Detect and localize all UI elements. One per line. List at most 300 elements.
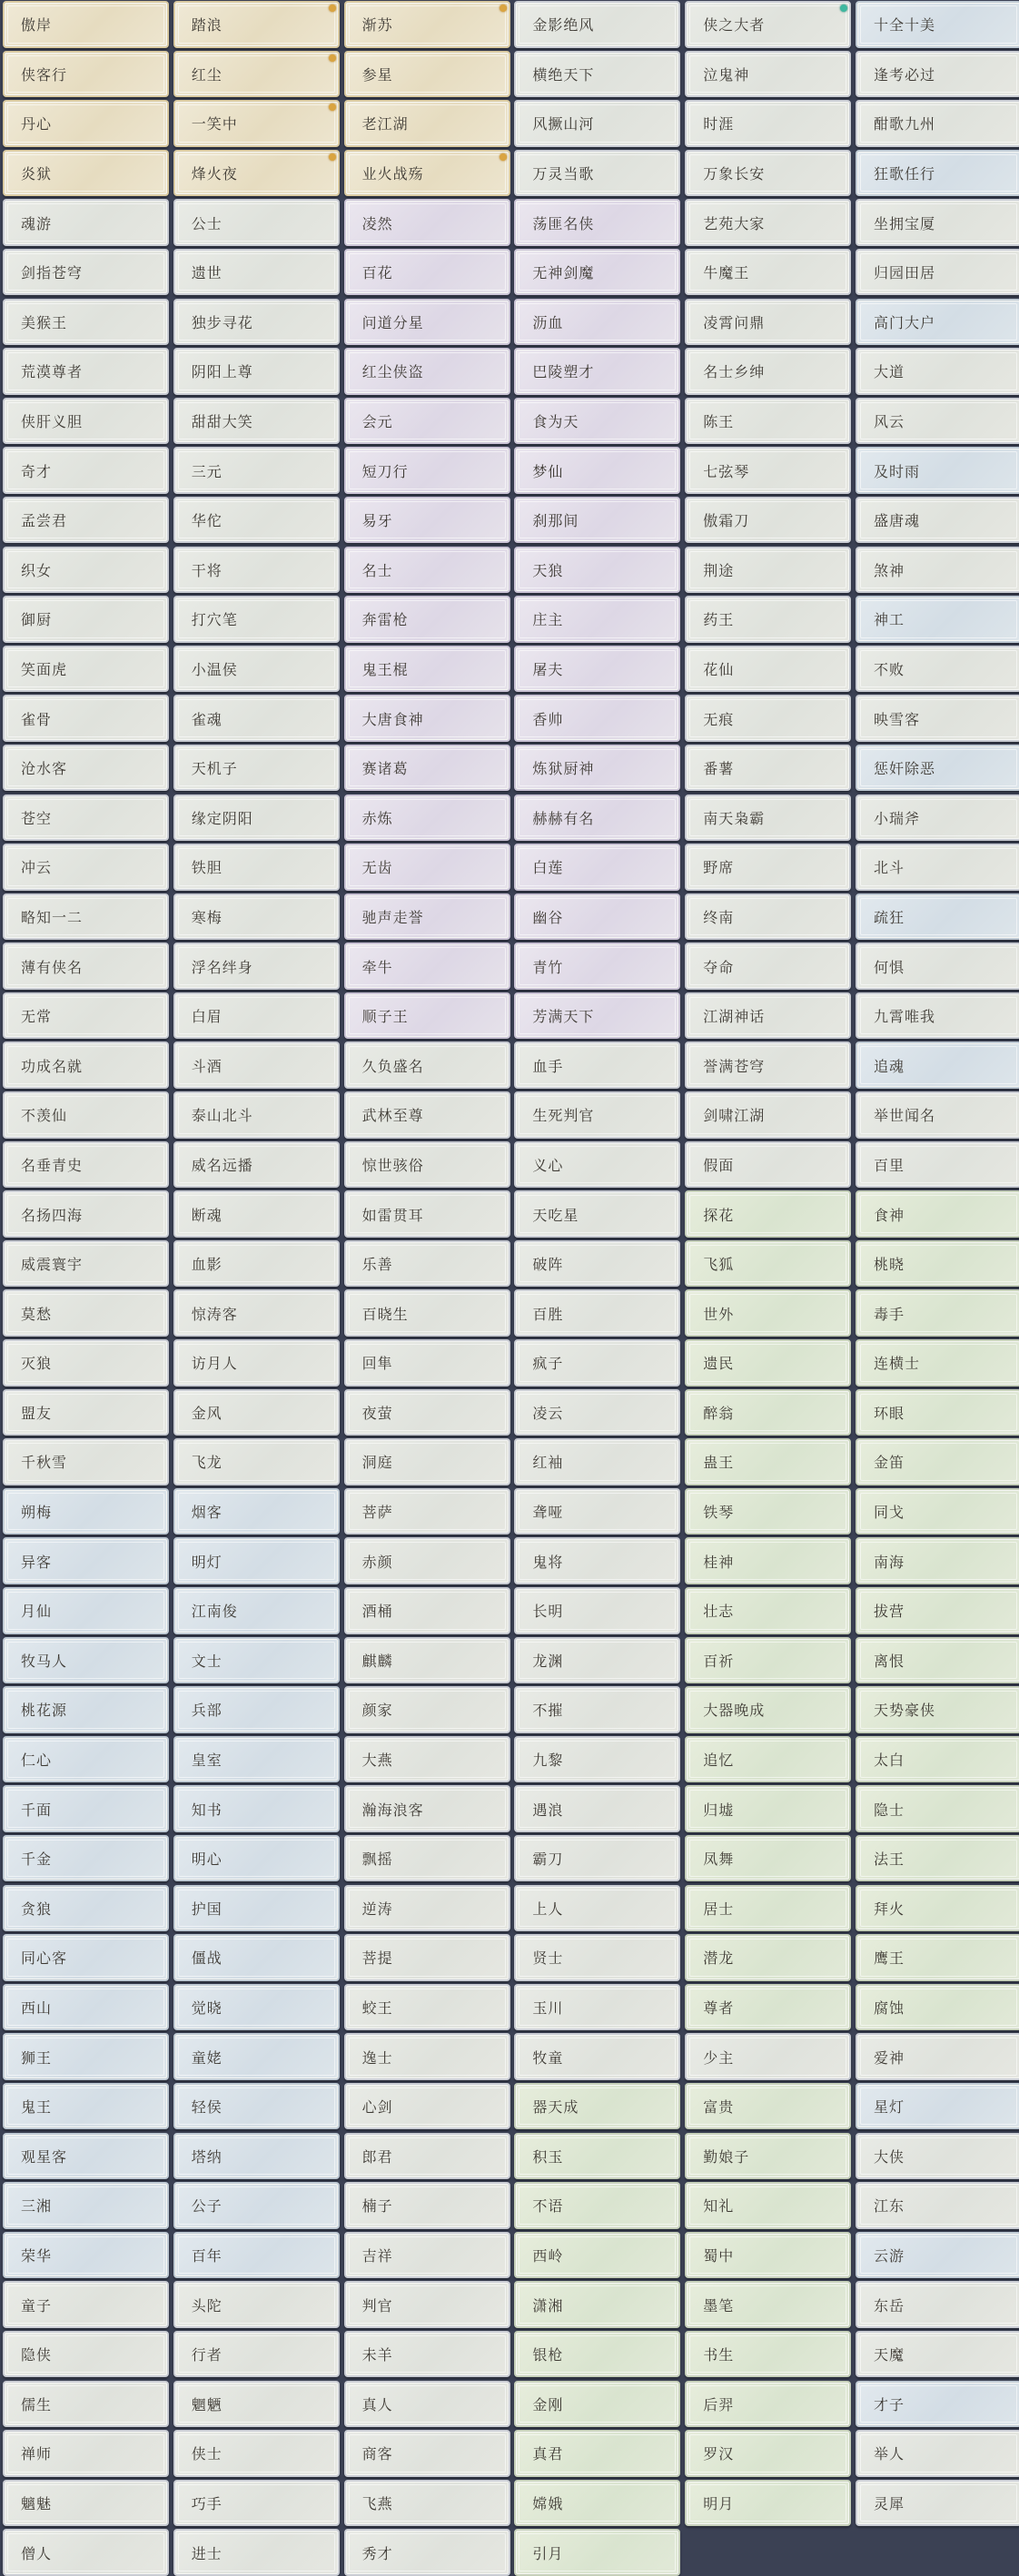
title-tile[interactable] <box>514 398 680 445</box>
title-tile[interactable] <box>3 1736 169 1783</box>
title-tile[interactable] <box>173 844 340 891</box>
title-tile[interactable] <box>514 1736 680 1783</box>
title-tile[interactable] <box>856 2281 1019 2328</box>
title-tile[interactable] <box>514 2480 680 2527</box>
title-tile[interactable] <box>173 51 340 98</box>
title-tile[interactable] <box>514 1984 680 2031</box>
title-tile[interactable] <box>685 1785 851 1832</box>
title-tile[interactable] <box>514 100 680 147</box>
title-tile[interactable] <box>3 1190 169 1238</box>
title-tile[interactable] <box>344 1190 510 1238</box>
title-tile[interactable] <box>3 2182 169 2229</box>
title-tile[interactable] <box>344 695 510 742</box>
title-tile[interactable] <box>3 249 169 296</box>
title-tile[interactable] <box>856 745 1019 792</box>
title-tile[interactable] <box>856 1885 1019 1932</box>
title-tile[interactable] <box>856 299 1019 346</box>
title-tile[interactable] <box>514 1389 680 1436</box>
title-tile[interactable] <box>3 646 169 693</box>
title-tile[interactable] <box>344 745 510 792</box>
title-tile[interactable] <box>685 1091 851 1139</box>
title-tile[interactable] <box>3 745 169 792</box>
title-tile[interactable] <box>173 1686 340 1733</box>
title-tile[interactable] <box>856 547 1019 594</box>
title-tile[interactable] <box>856 2232 1019 2279</box>
title-tile[interactable] <box>514 2083 680 2130</box>
title-tile[interactable] <box>344 199 510 246</box>
title-tile[interactable] <box>3 2033 169 2080</box>
title-tile[interactable] <box>3 2529 169 2576</box>
title-tile[interactable] <box>3 1289 169 1337</box>
title-tile[interactable] <box>173 1885 340 1932</box>
title-tile[interactable] <box>173 2529 340 2576</box>
title-tile[interactable] <box>344 249 510 296</box>
title-tile[interactable] <box>856 1835 1019 1882</box>
title-tile[interactable] <box>3 596 169 643</box>
title-tile[interactable] <box>173 2281 340 2328</box>
title-tile[interactable] <box>344 1637 510 1684</box>
title-tile[interactable] <box>514 596 680 643</box>
title-tile[interactable] <box>685 299 851 346</box>
title-tile[interactable] <box>856 2133 1019 2180</box>
title-tile[interactable] <box>344 2331 510 2378</box>
title-tile[interactable] <box>514 1637 680 1684</box>
title-tile[interactable] <box>344 2430 510 2477</box>
title-tile[interactable] <box>344 2381 510 2428</box>
title-tile[interactable] <box>856 150 1019 197</box>
title-tile[interactable] <box>173 1339 340 1387</box>
title-tile[interactable] <box>514 1537 680 1584</box>
title-tile[interactable] <box>344 1934 510 1981</box>
title-tile[interactable] <box>856 1736 1019 1783</box>
title-tile[interactable] <box>344 1141 510 1189</box>
title-tile[interactable] <box>856 2480 1019 2527</box>
title-tile[interactable] <box>3 1637 169 1684</box>
title-tile[interactable] <box>856 2381 1019 2428</box>
title-tile[interactable] <box>173 398 340 445</box>
title-tile[interactable] <box>3 2430 169 2477</box>
title-tile[interactable] <box>685 1339 851 1387</box>
title-tile[interactable] <box>856 1389 1019 1436</box>
title-tile[interactable] <box>173 547 340 594</box>
title-tile[interactable] <box>856 1141 1019 1189</box>
title-tile[interactable] <box>344 447 510 494</box>
title-tile[interactable] <box>514 2331 680 2378</box>
title-tile[interactable] <box>685 1 851 48</box>
title-tile[interactable] <box>173 150 340 197</box>
title-tile[interactable] <box>3 1091 169 1139</box>
title-tile[interactable] <box>514 695 680 742</box>
title-tile[interactable] <box>685 2133 851 2180</box>
title-tile[interactable] <box>3 299 169 346</box>
title-tile[interactable] <box>685 1984 851 2031</box>
title-tile[interactable] <box>856 398 1019 445</box>
title-tile[interactable] <box>3 1934 169 1981</box>
title-tile[interactable] <box>3 2133 169 2180</box>
title-tile[interactable] <box>514 447 680 494</box>
title-tile[interactable] <box>3 2381 169 2428</box>
title-tile[interactable] <box>514 1934 680 1981</box>
title-tile[interactable] <box>173 596 340 643</box>
title-tile[interactable] <box>685 795 851 842</box>
title-tile[interactable] <box>3 1240 169 1288</box>
title-tile[interactable] <box>3 447 169 494</box>
title-tile[interactable] <box>856 795 1019 842</box>
title-tile[interactable] <box>3 1438 169 1485</box>
title-tile[interactable] <box>856 1190 1019 1238</box>
title-tile[interactable] <box>173 100 340 147</box>
title-tile[interactable] <box>3 150 169 197</box>
title-tile[interactable] <box>856 1289 1019 1337</box>
title-tile[interactable] <box>685 51 851 98</box>
title-tile[interactable] <box>3 1984 169 2031</box>
title-tile[interactable] <box>3 1339 169 1387</box>
title-tile[interactable] <box>685 2033 851 2080</box>
title-tile[interactable] <box>173 199 340 246</box>
title-tile[interactable] <box>856 893 1019 941</box>
title-tile[interactable] <box>344 1091 510 1139</box>
title-tile[interactable] <box>856 992 1019 1040</box>
title-tile[interactable] <box>856 51 1019 98</box>
title-tile[interactable] <box>514 1240 680 1288</box>
title-tile[interactable] <box>685 2083 851 2130</box>
title-tile[interactable] <box>856 1091 1019 1139</box>
title-tile[interactable] <box>514 943 680 990</box>
title-tile[interactable] <box>856 1637 1019 1684</box>
title-tile[interactable] <box>685 547 851 594</box>
title-tile[interactable] <box>344 596 510 643</box>
title-tile[interactable] <box>685 1686 851 1733</box>
title-tile[interactable] <box>173 1587 340 1634</box>
title-tile[interactable] <box>173 1785 340 1832</box>
title-tile[interactable] <box>173 2083 340 2130</box>
title-tile[interactable] <box>344 943 510 990</box>
title-tile[interactable] <box>173 2480 340 2527</box>
title-tile[interactable] <box>173 1537 340 1584</box>
title-tile[interactable] <box>856 447 1019 494</box>
title-tile[interactable] <box>685 992 851 1040</box>
title-tile[interactable] <box>3 1041 169 1089</box>
title-tile[interactable] <box>344 1438 510 1485</box>
title-tile[interactable] <box>173 1041 340 1089</box>
title-tile[interactable] <box>173 1289 340 1337</box>
title-tile[interactable] <box>514 547 680 594</box>
title-tile[interactable] <box>3 844 169 891</box>
title-tile[interactable] <box>3 1885 169 1932</box>
title-tile[interactable] <box>173 348 340 395</box>
title-tile[interactable] <box>514 1339 680 1387</box>
title-tile[interactable] <box>344 2529 510 2576</box>
title-tile[interactable] <box>3 348 169 395</box>
title-tile[interactable] <box>3 1 169 48</box>
title-tile[interactable] <box>514 1885 680 1932</box>
title-tile[interactable] <box>685 2480 851 2527</box>
title-tile[interactable] <box>685 1041 851 1089</box>
title-tile[interactable] <box>685 1488 851 1535</box>
title-tile[interactable] <box>3 2331 169 2378</box>
title-tile[interactable] <box>856 1 1019 48</box>
title-tile[interactable] <box>685 1736 851 1783</box>
title-tile[interactable] <box>3 398 169 445</box>
title-tile[interactable] <box>3 992 169 1040</box>
title-tile[interactable] <box>856 1537 1019 1584</box>
title-tile[interactable] <box>856 2331 1019 2378</box>
title-tile[interactable] <box>514 646 680 693</box>
title-tile[interactable] <box>3 2232 169 2279</box>
title-tile[interactable] <box>344 547 510 594</box>
title-tile[interactable] <box>3 100 169 147</box>
title-tile[interactable] <box>173 1091 340 1139</box>
title-tile[interactable] <box>514 2430 680 2477</box>
title-tile[interactable] <box>685 447 851 494</box>
title-tile[interactable] <box>344 1240 510 1288</box>
title-tile[interactable] <box>685 1587 851 1634</box>
title-tile[interactable] <box>856 1041 1019 1089</box>
title-tile[interactable] <box>514 299 680 346</box>
title-tile[interactable] <box>173 2430 340 2477</box>
title-tile[interactable] <box>685 1835 851 1882</box>
title-tile[interactable] <box>344 51 510 98</box>
title-tile[interactable] <box>685 1289 851 1337</box>
title-tile[interactable] <box>856 1488 1019 1535</box>
title-tile[interactable] <box>344 1686 510 1733</box>
title-tile[interactable] <box>685 497 851 544</box>
title-tile[interactable] <box>344 398 510 445</box>
title-tile[interactable] <box>514 199 680 246</box>
title-tile[interactable] <box>685 348 851 395</box>
title-tile[interactable] <box>514 1190 680 1238</box>
title-tile[interactable] <box>344 1885 510 1932</box>
title-tile[interactable] <box>173 1934 340 1981</box>
title-tile[interactable] <box>856 2430 1019 2477</box>
title-tile[interactable] <box>685 199 851 246</box>
title-tile[interactable] <box>514 497 680 544</box>
title-tile[interactable] <box>344 1 510 48</box>
title-tile[interactable] <box>173 2381 340 2428</box>
title-tile[interactable] <box>514 1 680 48</box>
title-tile[interactable] <box>344 2182 510 2229</box>
title-tile[interactable] <box>856 2182 1019 2229</box>
title-tile[interactable] <box>514 2182 680 2229</box>
title-tile[interactable] <box>3 51 169 98</box>
title-tile[interactable] <box>3 547 169 594</box>
title-tile[interactable] <box>344 2232 510 2279</box>
title-tile[interactable] <box>685 249 851 296</box>
title-tile[interactable] <box>685 1934 851 1981</box>
title-tile[interactable] <box>3 1835 169 1882</box>
title-tile[interactable] <box>685 2430 851 2477</box>
title-tile[interactable] <box>514 844 680 891</box>
title-tile[interactable] <box>3 893 169 941</box>
title-tile[interactable] <box>514 2133 680 2180</box>
title-tile[interactable] <box>514 249 680 296</box>
title-tile[interactable] <box>514 1587 680 1634</box>
title-tile[interactable] <box>3 2281 169 2328</box>
title-tile[interactable] <box>173 695 340 742</box>
title-tile[interactable] <box>514 1438 680 1485</box>
title-tile[interactable] <box>344 100 510 147</box>
title-tile[interactable] <box>344 348 510 395</box>
title-tile[interactable] <box>3 1141 169 1189</box>
title-tile[interactable] <box>173 1637 340 1684</box>
title-tile[interactable] <box>856 497 1019 544</box>
title-tile[interactable] <box>173 1 340 48</box>
title-tile[interactable] <box>3 497 169 544</box>
title-tile[interactable] <box>344 2083 510 2130</box>
title-tile[interactable] <box>856 1984 1019 2031</box>
title-tile[interactable] <box>514 2281 680 2328</box>
title-tile[interactable] <box>514 893 680 941</box>
title-tile[interactable] <box>856 695 1019 742</box>
title-tile[interactable] <box>3 1537 169 1584</box>
title-tile[interactable] <box>685 2232 851 2279</box>
title-tile[interactable] <box>173 299 340 346</box>
title-tile[interactable] <box>3 943 169 990</box>
title-tile[interactable] <box>685 150 851 197</box>
title-tile[interactable] <box>3 1389 169 1436</box>
title-tile[interactable] <box>173 447 340 494</box>
title-tile[interactable] <box>685 1240 851 1288</box>
title-tile[interactable] <box>856 1240 1019 1288</box>
title-tile[interactable] <box>514 2381 680 2428</box>
title-tile[interactable] <box>173 795 340 842</box>
title-tile[interactable] <box>514 1289 680 1337</box>
title-tile[interactable] <box>344 2480 510 2527</box>
title-tile[interactable] <box>685 1537 851 1584</box>
title-tile[interactable] <box>685 695 851 742</box>
title-tile[interactable] <box>344 299 510 346</box>
title-tile[interactable] <box>344 795 510 842</box>
title-tile[interactable] <box>173 943 340 990</box>
title-tile[interactable] <box>856 2083 1019 2130</box>
title-tile[interactable] <box>3 2480 169 2527</box>
title-tile[interactable] <box>685 2381 851 2428</box>
title-tile[interactable] <box>173 646 340 693</box>
title-tile[interactable] <box>344 1736 510 1783</box>
title-tile[interactable] <box>3 2083 169 2130</box>
title-tile[interactable] <box>856 596 1019 643</box>
title-tile[interactable] <box>856 1587 1019 1634</box>
title-tile[interactable] <box>344 1785 510 1832</box>
title-tile[interactable] <box>856 1934 1019 1981</box>
title-tile[interactable] <box>514 1091 680 1139</box>
title-tile[interactable] <box>344 497 510 544</box>
title-tile[interactable] <box>856 100 1019 147</box>
title-tile[interactable] <box>173 992 340 1040</box>
title-tile[interactable] <box>514 795 680 842</box>
title-tile[interactable] <box>685 1885 851 1932</box>
title-tile[interactable] <box>173 1984 340 2031</box>
title-tile[interactable] <box>173 2182 340 2229</box>
title-tile[interactable] <box>685 893 851 941</box>
title-tile[interactable] <box>344 1389 510 1436</box>
title-tile[interactable] <box>344 844 510 891</box>
title-tile[interactable] <box>685 2182 851 2229</box>
title-tile[interactable] <box>514 1141 680 1189</box>
title-tile[interactable] <box>344 2281 510 2328</box>
title-tile[interactable] <box>3 1587 169 1634</box>
title-tile[interactable] <box>514 150 680 197</box>
title-tile[interactable] <box>3 199 169 246</box>
title-tile[interactable] <box>3 1686 169 1733</box>
title-tile[interactable] <box>685 1637 851 1684</box>
title-tile[interactable] <box>685 745 851 792</box>
title-tile[interactable] <box>344 1289 510 1337</box>
title-tile[interactable] <box>514 1785 680 1832</box>
title-tile[interactable] <box>173 2232 340 2279</box>
title-tile[interactable] <box>856 1686 1019 1733</box>
title-tile[interactable] <box>173 497 340 544</box>
title-tile[interactable] <box>685 2281 851 2328</box>
title-tile[interactable] <box>3 795 169 842</box>
title-tile[interactable] <box>3 1488 169 1535</box>
title-tile[interactable] <box>514 1488 680 1535</box>
title-tile[interactable] <box>514 2033 680 2080</box>
title-tile[interactable] <box>856 348 1019 395</box>
title-tile[interactable] <box>344 646 510 693</box>
title-tile[interactable] <box>856 1438 1019 1485</box>
title-tile[interactable] <box>685 2331 851 2378</box>
title-tile[interactable] <box>685 596 851 643</box>
title-tile[interactable] <box>514 1835 680 1882</box>
title-tile[interactable] <box>173 249 340 296</box>
title-tile[interactable] <box>173 1488 340 1535</box>
title-tile[interactable] <box>344 2033 510 2080</box>
title-tile[interactable] <box>344 1835 510 1882</box>
title-tile[interactable] <box>685 1389 851 1436</box>
title-tile[interactable] <box>685 100 851 147</box>
title-tile[interactable] <box>344 1984 510 2031</box>
title-tile[interactable] <box>3 695 169 742</box>
title-tile[interactable] <box>514 745 680 792</box>
title-tile[interactable] <box>685 398 851 445</box>
title-tile[interactable] <box>514 1686 680 1733</box>
title-tile[interactable] <box>685 1190 851 1238</box>
title-tile[interactable] <box>856 844 1019 891</box>
title-tile[interactable] <box>173 2033 340 2080</box>
title-tile[interactable] <box>344 1339 510 1387</box>
title-tile[interactable] <box>856 1339 1019 1387</box>
title-tile[interactable] <box>685 1141 851 1189</box>
title-tile[interactable] <box>856 646 1019 693</box>
title-tile[interactable] <box>173 1736 340 1783</box>
title-tile[interactable] <box>514 2232 680 2279</box>
title-tile[interactable] <box>514 348 680 395</box>
title-tile[interactable] <box>685 646 851 693</box>
title-tile[interactable] <box>344 1041 510 1089</box>
title-tile[interactable] <box>173 893 340 941</box>
title-tile[interactable] <box>173 1835 340 1882</box>
title-tile[interactable] <box>344 1537 510 1584</box>
title-tile[interactable] <box>514 1041 680 1089</box>
title-tile[interactable] <box>685 1438 851 1485</box>
title-tile[interactable] <box>514 2529 680 2576</box>
title-tile[interactable] <box>514 992 680 1040</box>
title-tile[interactable] <box>856 249 1019 296</box>
title-tile[interactable] <box>685 943 851 990</box>
title-tile[interactable] <box>173 2331 340 2378</box>
title-tile[interactable] <box>514 51 680 98</box>
title-tile[interactable] <box>344 1488 510 1535</box>
title-tile[interactable] <box>344 2133 510 2180</box>
title-tile[interactable] <box>685 844 851 891</box>
title-tile[interactable] <box>173 1389 340 1436</box>
title-tile[interactable] <box>856 1785 1019 1832</box>
title-tile[interactable] <box>173 1438 340 1485</box>
title-tile[interactable] <box>344 992 510 1040</box>
title-tile[interactable] <box>344 1587 510 1634</box>
title-tile[interactable] <box>344 150 510 197</box>
